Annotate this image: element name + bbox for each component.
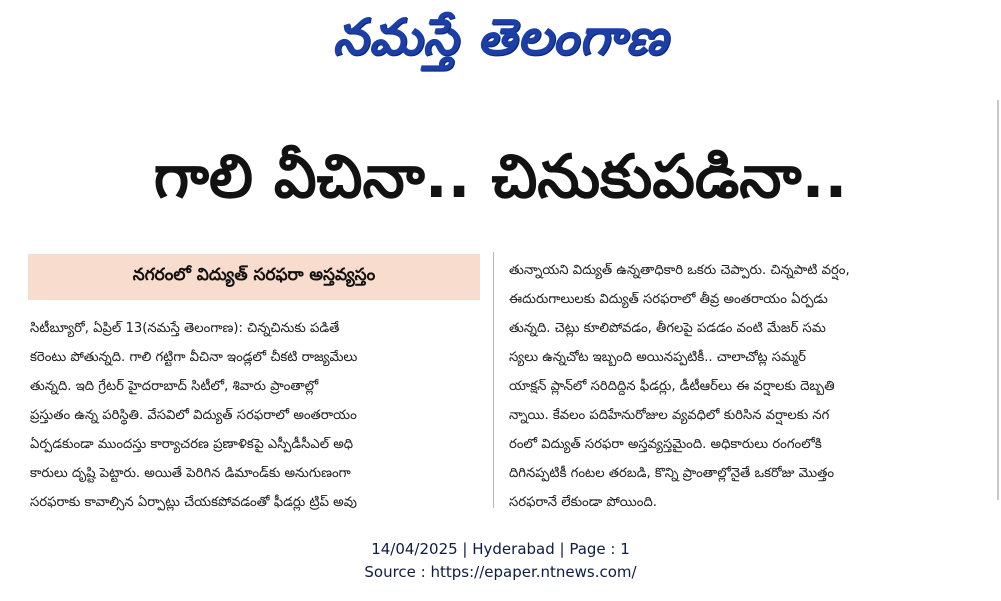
article-column-right	[509, 256, 977, 517]
article-column-left	[30, 314, 482, 517]
body-line: దిగినప్పటికీ గంటల తరబడి, కొన్ని ప్రాంతాల్లోనైతే ఒకరోజు మొత్తం	[509, 466, 835, 481]
body-line: స్యలు ఉన్నచోట ఇబ్బంది అయినప్పటికీ.. చాలాచోట్ల సమ్మర్	[509, 350, 806, 365]
body-line: రంలో విద్యుత్ సరఫరా అస్తవ్యస్తమైంది. అధికారులు రంగంలోకి	[509, 437, 822, 452]
body-line: న్నాయి. కేవలం పదిహేనురోజుల వ్యవధిలో కురిసిన వర్షాలకు నగ	[509, 408, 830, 423]
body-line: ప్రస్తుతం ఉన్న పరిస్థితి. వేసవిలో విద్యుత్ సరఫరాలో అంతరాయం	[30, 408, 357, 423]
subheadline-box	[28, 254, 480, 300]
body-line: కరెంటు పోతున్నది. గాలి గట్టిగా వీచినా ఇండ్లలో చీకటి రాజ్యమేలు	[30, 350, 358, 365]
body-line: సరఫరానే లేకుండా పోయింది.	[509, 495, 657, 510]
body-line: ఈదురుగాలులకు విద్యుత్ సరఫరాలో తీవ్ర అంతరాయం ఏర్పడు	[509, 292, 828, 307]
masthead-logo: నమస్తే తెలంగాణ	[332, 8, 669, 66]
body-line: యాక్షన్ ప్లాన్‌లో సరిదిద్దిన ఫీడర్లు, డీటీఆర్‌లు ఈ వర్షాలకు దెబ్బతి	[509, 379, 835, 394]
body-line: తున్నాయని విద్యుత్ ఉన్నతాధికారి ఒకరు చెప్పారు. చిన్నపాటి వర్షం,	[509, 263, 850, 278]
column-divider	[493, 252, 494, 508]
edition-info: 14/04/2025 | Hyderabad | Page : 1	[371, 540, 630, 558]
article-headline: గాలి వీచినా.. చినుకుపడినా..	[153, 142, 848, 212]
body-line: ఏర్పడకుండా ముందస్తు కార్యాచరణ ప్రణాళికపై ఎస్పీడీసీఎల్ అధి	[30, 437, 354, 452]
body-line: సరఫరాకు కావాల్సిన ఏర్పాట్లు చేయకపోవడంతో ఫీడర్లు ట్రిప్ అవు	[30, 495, 357, 510]
body-line: తున్నది. ఇది గ్రేటర్ హైదరాబాద్ సిటీలో, శివారు ప్రాంతాల్లో	[30, 379, 319, 394]
body-line: తున్నది. చెట్లు కూలిపోవడం, తీగలపై పడడం వంటి మేజర్ సమ	[509, 321, 826, 336]
masthead	[0, 0, 1001, 80]
body-line: కారులు దృష్టి పెట్టారు. అయితే పెరిగిన డిమాండ్‌కు అనుగుణంగా	[30, 466, 351, 481]
footer	[0, 538, 1001, 584]
article-subheadline: నగరంలో విద్యుత్ సరఫరా అస్తవ్యస్తం	[132, 265, 376, 285]
body-line: సిటీబ్యూరో, ఏప్రిల్ 13(నమస్తే తెలంగాణ): చిన్నచినుకు పడితే	[30, 321, 340, 336]
source-link[interactable]: Source : https://epaper.ntnews.com/	[364, 563, 637, 581]
